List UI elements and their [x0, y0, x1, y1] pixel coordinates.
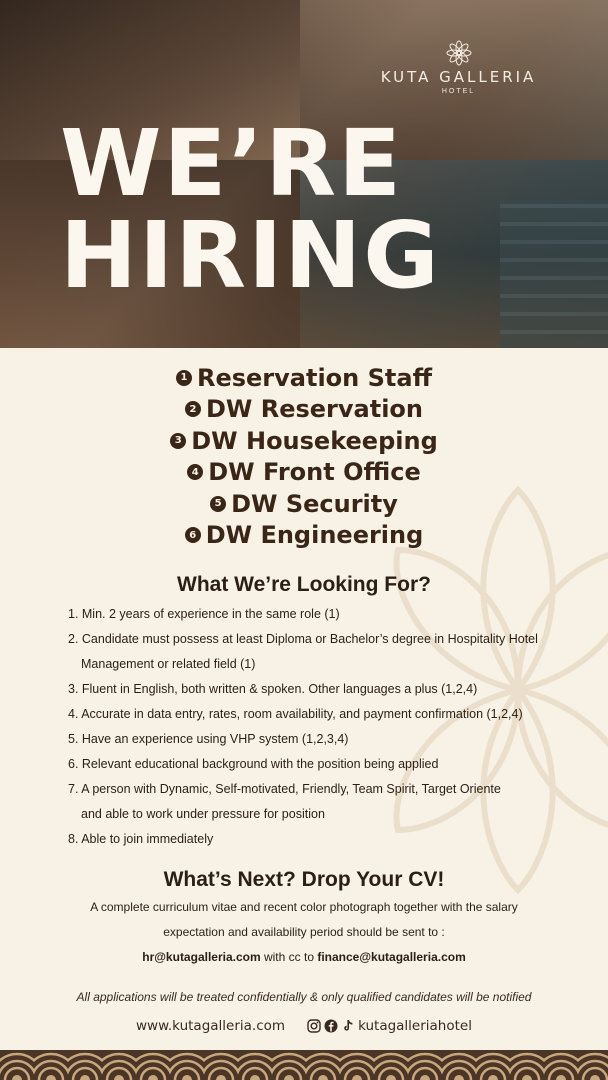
website-link[interactable]: www.kutagalleria.com	[136, 1018, 286, 1034]
requirement-item: 4. Accurate in data entry, rates, room availability, and payment confirmation (1,2,4)	[68, 707, 523, 721]
cc-text: with cc to	[260, 950, 318, 964]
requirement-item-continued: and able to work under pressure for position	[81, 807, 325, 821]
instagram-icon[interactable]	[307, 1019, 321, 1033]
position-title: DW Security	[231, 489, 398, 518]
batik-pattern-border	[0, 1050, 608, 1080]
requirement-item-continued: Management or related field (1)	[81, 657, 256, 671]
hero-banner	[0, 0, 608, 348]
brand-name: KUTA GALLERIA	[380, 68, 537, 86]
position-title: DW Engineering	[205, 521, 424, 550]
requirement-item: 1. Min. 2 years of experience in the same role (1)	[68, 607, 340, 621]
hotel-balcony-photo	[500, 200, 608, 348]
position-item	[0, 425, 608, 457]
hotel-logo	[366, 40, 551, 95]
position-item	[0, 488, 608, 520]
requirement-item: 2. Candidate must possess at least Diploma or Bachelor’s degree in Hospitality Hotel	[68, 632, 538, 646]
lotus-icon	[446, 40, 472, 66]
requirement-item: 8. Able to join immediately	[68, 832, 214, 846]
position-number: 3	[170, 433, 186, 449]
finance-email-link[interactable]: finance@kutagalleria.com	[317, 950, 466, 964]
position-number: 6	[185, 527, 201, 543]
position-number: 5	[210, 496, 226, 512]
footer	[0, 1018, 608, 1034]
headline	[60, 110, 441, 309]
requirements-list	[68, 602, 578, 852]
position-title: DW Front Office	[208, 458, 421, 487]
position-item	[0, 457, 608, 489]
position-item	[0, 394, 608, 426]
requirement-item: 3. Fluent in English, both written & spoken. Other languages a plus (1,2,4)	[68, 682, 478, 696]
social-handle[interactable]: kutagalleriahotel	[358, 1018, 472, 1034]
requirement-item: 7. A person with Dynamic, Self-motivated, Friendly, Team Spirit, Target Oriente	[68, 782, 501, 796]
confidential-notice: All applications will be treated confidentially & only qualified candidates will be notified	[76, 990, 532, 1004]
batik-pattern	[0, 1050, 608, 1080]
position-number: 1	[176, 370, 192, 386]
headline-line1: WE’RE	[60, 110, 403, 217]
next-text-line1: A complete curriculum vitae and recent color photograph together with the salary	[90, 900, 518, 914]
next-text-line2: expectation and availability period should be sent to :	[163, 925, 445, 939]
tiktok-icon[interactable]	[341, 1019, 355, 1033]
requirements-title: What We’re Looking For?	[177, 573, 431, 596]
position-item	[0, 520, 608, 552]
facebook-icon[interactable]	[324, 1019, 338, 1033]
next-title: What’s Next? Drop Your CV!	[163, 868, 445, 891]
position-title: DW Reservation	[205, 395, 424, 424]
position-title: Reservation Staff	[196, 363, 433, 392]
hr-email-link[interactable]: hr@kutagalleria.com	[142, 950, 261, 964]
position-item	[0, 362, 608, 394]
contact-line	[0, 950, 608, 964]
headline-line2: HIRING	[60, 202, 441, 309]
position-title: DW Housekeeping	[191, 426, 438, 455]
brand-sub: HOTEL	[441, 88, 476, 95]
positions-list	[0, 362, 608, 551]
requirement-item: 5. Have an experience using VHP system (1,2,3,4)	[68, 732, 349, 746]
position-number: 4	[187, 464, 203, 480]
position-number: 2	[185, 401, 201, 417]
requirement-item: 6. Relevant educational background with the position being applied	[68, 757, 439, 771]
